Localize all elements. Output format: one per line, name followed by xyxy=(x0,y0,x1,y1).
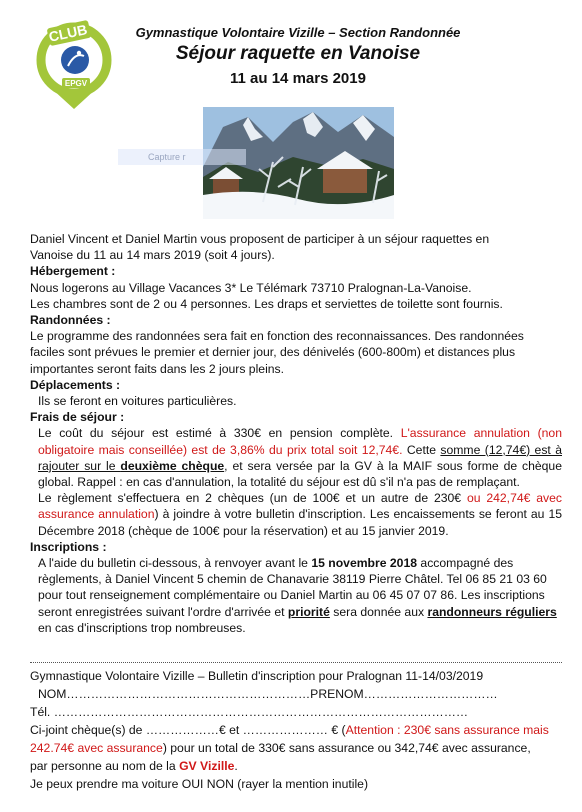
gv-vizille: GV Vizille xyxy=(179,759,235,773)
form-text: Ci-joint chèque(s) de ………………€ et ………………… € ( xyxy=(30,723,346,737)
randonnees-heading: Randonnées : xyxy=(30,313,111,328)
deplacements-line-1: Ils se feront en voitures particulières. xyxy=(38,394,237,409)
form-tel-field: Tél. ………………………………………………………………………………………… xyxy=(30,705,469,719)
club-logo-graphic xyxy=(18,12,116,110)
form-name-field: NOM……………………………………………………PRENOM…………………………… xyxy=(38,687,498,701)
deadline-date: 15 novembre 2018 xyxy=(311,556,418,571)
inscriptions-text: sera donnée aux xyxy=(329,604,428,619)
intro-line-2: Vanoise du 11 au 14 mars 2019 (soit 4 jours). xyxy=(30,248,275,263)
randonnees-line-1: Le programme des randonnées sera fait en fonction des reconnaissances. Des randonnées xyxy=(30,329,524,344)
hebergement-line-2: Les chambres sont de 2 ou 4 personnes. Les draps et serviettes de toilette sont fournis. xyxy=(30,296,503,311)
hebergement-line-1: Nous logerons au Village Vacances 3* Le Télémark 73710 Pralognan-La-Vanoise. xyxy=(30,280,472,295)
form-text: par personne au nom de la xyxy=(30,759,180,773)
form-voiture-line: Je peux prendre ma voiture OUI NON (rayer la mention inutile) xyxy=(30,777,369,791)
inscriptions-heading: Inscriptions : xyxy=(30,539,107,554)
deplacements-heading: Déplacements : xyxy=(30,377,121,392)
registration-form xyxy=(30,667,570,793)
capture-watermark: Capture r xyxy=(118,149,246,165)
randonnees-line-3: importantes seront faits dans les 2 jours pleins. xyxy=(30,361,285,376)
attention-amount: 242.74€ avec assurance xyxy=(30,741,163,755)
header-trip-title: Séjour raquette en Vanoise xyxy=(175,43,421,64)
priorite-word: priorité xyxy=(287,604,330,619)
inscriptions-text: accompagné des règlements, à Daniel Vincent 5 chemin de Chanavarie 38119 Pierre Châtel. Tel 06 85 21 03 60 pour tout renseignement complémentaire ou Daniel Martin au 06 45 07 07 86. Les inscriptions seront enregistrées suivant l'ordre d'arrivée et xyxy=(38,556,547,619)
club-logo xyxy=(18,12,116,110)
frais-paragraph-1 xyxy=(30,425,562,490)
somme-underlined: somme (12,74€) est à rajouter sur le xyxy=(38,442,562,473)
form-text: ) pour un total de 330€ sans assurance ou 342,74€ avec assurance, xyxy=(162,741,531,755)
club-logo-epgv-text: EPGV xyxy=(64,79,88,88)
intro-line-1: Daniel Vincent et Daniel Martin vous proposent de participer à un séjour raquettes en xyxy=(30,232,490,246)
deuxieme-cheque: deuxième chèque xyxy=(120,458,225,473)
form-par-line xyxy=(30,757,570,775)
frais-text: , et sera versée par la GV à la MAIF sous forme de chèque global. Rappel : en cas d'annulation, la totalité du séjour est dû s'il n'a pas de remplaçant. xyxy=(38,458,562,490)
assurance-amount: ou 242,74€ avec assurance annulation xyxy=(38,491,562,522)
frais-paragraph-2 xyxy=(30,490,562,539)
assurance-notice: L'assurance annulation (non obligatoire mais conseillée) est de 3,86% du prix total soit 12,74€. xyxy=(38,426,562,457)
inscriptions-paragraph xyxy=(30,555,562,636)
randonnees-line-2: faciles sont prévues le premier et dernier jour, des dénivelés (600-800m) et distances plus xyxy=(30,345,516,360)
form-title: Gymnastique Volontaire Vizille – Bulletin d'inscription pour Pralognan 11-14/03/2019 xyxy=(30,669,484,683)
frais-text: Le règlement s'effectuera en 2 chèques (un de 100€ et un autre de 230€ xyxy=(38,491,467,506)
header-section-title: Gymnastique Volontaire Vizille – Section Randonnée xyxy=(135,25,461,40)
inscriptions-text: en cas d'inscriptions trop nombreuses. xyxy=(38,620,246,635)
form-cheque-line xyxy=(30,721,570,757)
frais-text: ) à joindre à votre bulletin d'inscription. Les encaissements se feront au 15 Décembre 2018 (chèque de 100€ pour la réservation) et au 15 janvier 2019. xyxy=(38,507,562,538)
frais-heading: Frais de séjour : xyxy=(30,410,125,425)
club-logo-club-text: CLUB xyxy=(47,21,89,45)
randonneurs-reguliers: randonneurs réguliers xyxy=(427,604,557,619)
inscriptions-text: A l'aide du bulletin ci-dessous, à renvoyer avant le xyxy=(38,556,312,571)
frais-text: Le coût du séjour est estimé à 330€ en pension complète. xyxy=(38,426,401,441)
frais-text: Cette xyxy=(402,442,441,457)
attention-notice: Attention : 230€ sans assurance mais xyxy=(345,723,549,737)
form-text: . xyxy=(234,759,238,773)
hebergement-heading: Hébergement : xyxy=(30,264,116,279)
cut-line-divider xyxy=(30,662,562,663)
document-body xyxy=(30,231,562,636)
header-trip-dates: 11 au 14 mars 2019 xyxy=(230,70,366,87)
